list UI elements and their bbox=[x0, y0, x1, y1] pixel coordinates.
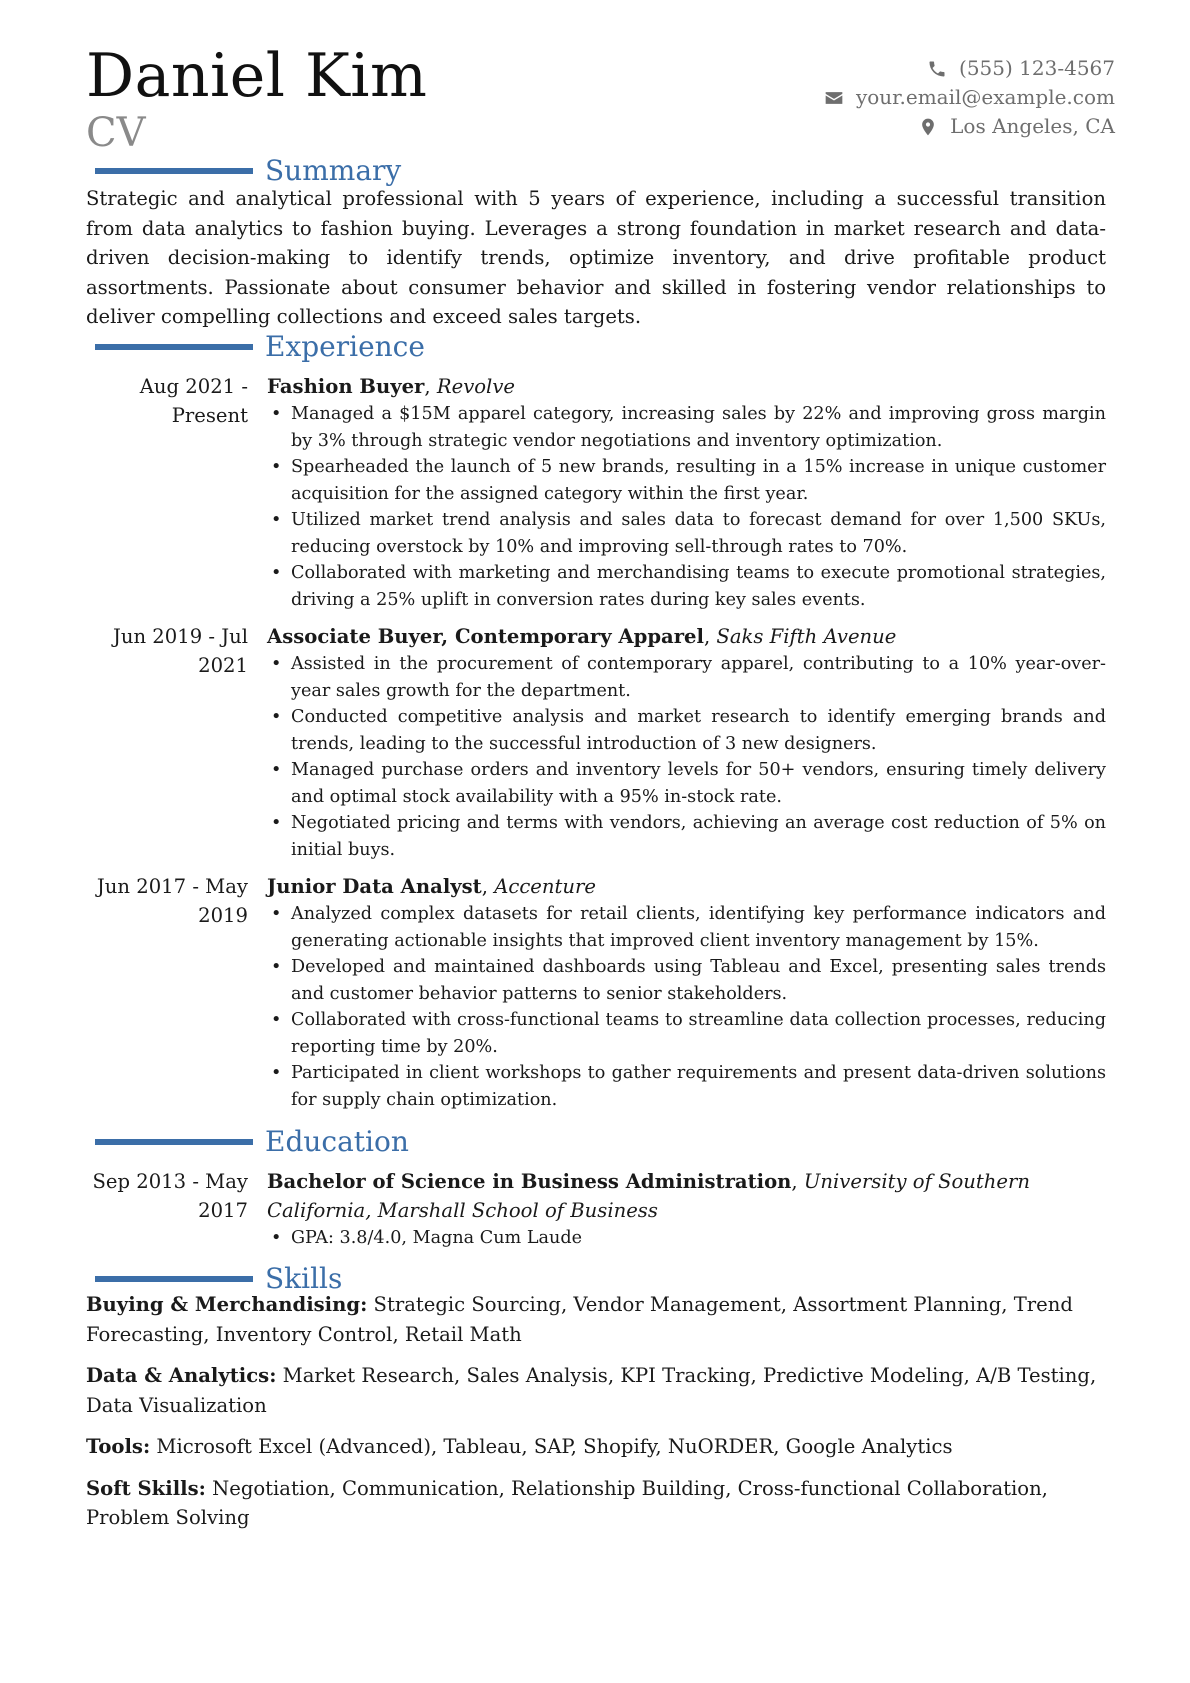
skill-label: Tools: bbox=[86, 1435, 151, 1458]
skill-label: Soft Skills: bbox=[86, 1476, 206, 1500]
skill-category bbox=[86, 1474, 1106, 1533]
skills-block bbox=[86, 1290, 1106, 1545]
envelope-icon bbox=[824, 88, 844, 108]
entry-date: Jun 2019 - Jul 2021 bbox=[112, 625, 248, 677]
list-item: • Collaborated with marketing and merchandising teams to execute promotional strategies, driving a 25% uplift in conversion rates during key sales events. bbox=[267, 560, 1106, 613]
list-item: • Managed purchase orders and inventory levels for 50+ vendors, ensuring timely delivery and optimal stock availability with a 95% in-stock rate. bbox=[267, 757, 1106, 810]
section-summary-title: Summary bbox=[265, 154, 402, 187]
map-pin-icon bbox=[918, 117, 938, 137]
skill-category bbox=[86, 1290, 1106, 1349]
list-item: • Managed a $15M apparel category, increasing sales by 22% and improving gross margin by 3% through strategic vendor negotiations and inventory optimization. bbox=[267, 401, 1106, 454]
section-divider bbox=[95, 344, 253, 350]
entry-role: Fashion Buyer, Revolve bbox=[267, 375, 515, 398]
entry-date: Sep 2013 - May 2017 bbox=[92, 1170, 248, 1222]
list-item: • Assisted in the procurement of contemporary apparel, contributing to a 10% year-over-year sales growth for the department. bbox=[267, 651, 1106, 704]
skill-values: Microsoft Excel (Advanced), Tableau, SAP, Shopify, NuORDER, Google Analytics bbox=[156, 1435, 953, 1458]
job-title: Junior Data Analyst bbox=[267, 875, 482, 898]
job-title: Fashion Buyer bbox=[267, 375, 425, 398]
phone-icon bbox=[927, 59, 947, 79]
company-name: Revolve bbox=[436, 375, 515, 398]
contact-email bbox=[824, 83, 1115, 112]
degree-name: Bachelor of Science in Business Administration bbox=[267, 1170, 792, 1193]
school-name: University of Southern California, Marshall School of Business bbox=[267, 1170, 1030, 1222]
skill-values: Negotiation, Communication, Relationship Building, Cross-functional Collaboration, Problem Solving bbox=[86, 1476, 1048, 1529]
contact-block bbox=[824, 54, 1115, 141]
entry-date: Aug 2021 - Present bbox=[139, 375, 248, 427]
list-item: • Participated in client workshops to gather requirements and present data-driven solutions for supply chain optimization. bbox=[267, 1060, 1106, 1113]
section-divider bbox=[95, 1276, 253, 1282]
section-experience-header bbox=[95, 330, 425, 364]
skill-label: Buying & Merchandising: bbox=[86, 1293, 368, 1316]
skill-category bbox=[86, 1361, 1106, 1420]
section-education-title: Education bbox=[265, 1125, 409, 1158]
entry-role: Associate Buyer, Contemporary Apparel, Saks Fifth Avenue bbox=[267, 625, 897, 648]
list-item: • Utilized market trend analysis and sales data to forecast demand for over 1,500 SKUs, reducing overstock by 10% and improving sell-through rates to 70%. bbox=[267, 507, 1106, 560]
phone-text: (555) 123-4567 bbox=[959, 56, 1115, 80]
list-item: • Spearheaded the launch of 5 new brands, resulting in a 15% increase in unique customer acquisition for the assigned category within the first year. bbox=[267, 454, 1106, 507]
entry-degree: Bachelor of Science in Business Administration, University of Southern California, Marshall School of Business bbox=[267, 1170, 1030, 1222]
company-name: Accenture bbox=[494, 875, 596, 898]
section-divider bbox=[95, 168, 253, 174]
section-divider bbox=[95, 1139, 253, 1145]
contact-phone bbox=[824, 54, 1115, 83]
contact-location bbox=[824, 112, 1115, 141]
list-item: • Negotiated pricing and terms with vendors, achieving an average cost reduction of 5% on initial buys. bbox=[267, 810, 1106, 863]
section-skills-title: Skills bbox=[265, 1262, 343, 1295]
summary-text: Strategic and analytical professional with 5 years of experience, including a successful transition from data analytics to fashion buying. Leverages a strong foundation in market research and data-driven decision-making to identify trends, optimize inventory, and drive profitable product assortments. Passionate about consumer behavior and skilled in fostering vendor relationships to deliver compelling collections and exceed sales targets. bbox=[86, 187, 1106, 328]
candidate-name: Daniel Kim bbox=[86, 41, 428, 111]
list-item: • Developed and maintained dashboards using Tableau and Excel, presenting sales trends and customer behavior patterns to senior stakeholders. bbox=[267, 954, 1106, 1007]
section-experience-title: Experience bbox=[265, 330, 425, 363]
skill-values: Strategic Sourcing, Vendor Management, Assortment Planning, Trend Forecasting, Inventory Control, Retail Math bbox=[86, 1293, 1073, 1346]
list-item: • Conducted competitive analysis and market research to identify emerging brands and trends, leading to the successful introduction of 3 new designers. bbox=[267, 704, 1106, 757]
document-subtitle: CV bbox=[86, 110, 146, 156]
skill-label: Data & Analytics: bbox=[86, 1364, 277, 1387]
section-education-header bbox=[95, 1125, 409, 1159]
list-item: • Collaborated with cross-functional teams to streamline data collection processes, reducing reporting time by 20%. bbox=[267, 1007, 1106, 1060]
list-item: • Analyzed complex datasets for retail clients, identifying key performance indicators and generating actionable insights that improved client inventory management by 15%. bbox=[267, 901, 1106, 954]
entry-role: Junior Data Analyst, Accenture bbox=[267, 875, 596, 898]
company-name: Saks Fifth Avenue bbox=[716, 625, 897, 648]
location-text: Los Angeles, CA bbox=[950, 114, 1115, 138]
list-item: • GPA: 3.8/4.0, Magna Cum Laude bbox=[267, 1225, 1106, 1252]
entry-date: Jun 2017 - May 2019 bbox=[96, 875, 248, 927]
skill-category bbox=[86, 1432, 1106, 1462]
skill-values: Market Research, Sales Analysis, KPI Tracking, Predictive Modeling, A/B Testing, Data Visualization bbox=[86, 1364, 1097, 1417]
section-summary-header bbox=[95, 154, 401, 188]
job-title: Associate Buyer, Contemporary Apparel bbox=[267, 625, 704, 648]
email-text: your.email@example.com bbox=[855, 85, 1115, 109]
